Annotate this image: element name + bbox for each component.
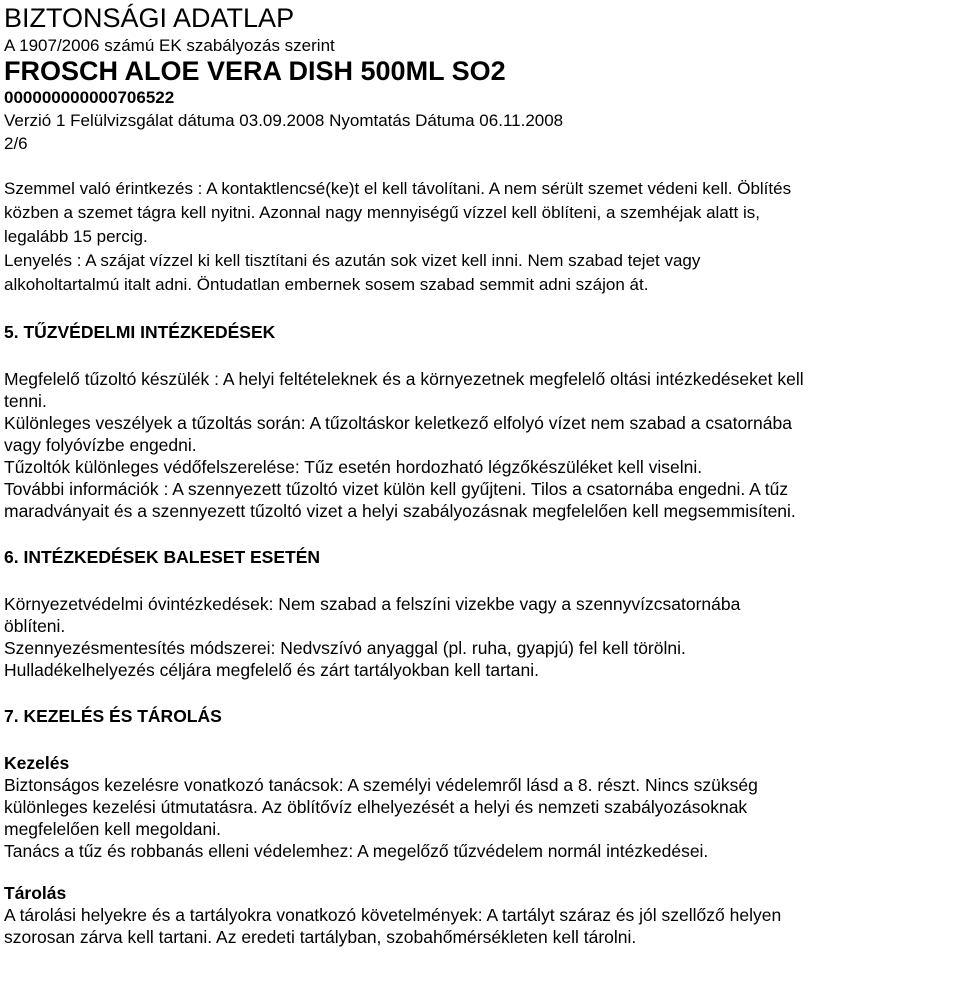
eye-contact-line-1: Szemmel való érintkezés : A kontaktlencsé(ke)t el kell távolítani. A nem sérült szemet védeni kell. Öblítés	[4, 179, 792, 198]
handling-line-3: megfelelően kell megoldani.	[4, 819, 221, 839]
section-7	[4, 705, 954, 948]
eye-contact-line-3: legalább 15 percig.	[4, 227, 148, 246]
section-5-line-4: vagy folyóvízbe engedni.	[4, 435, 197, 455]
storage-line-1: A tárolási helyekre és a tartályokra vonatkozó követelmények: A tartályt száraz és jól szellőző helyen	[4, 905, 782, 925]
section-5-title: 5. TŰZVÉDELMI INTÉZKEDÉSEK	[4, 322, 276, 342]
handling-title: Kezelés	[4, 753, 70, 773]
ingestion-line-1: Lenyelés : A szájat vízzel ki kell tisztítani és azután sok vizet kell inni. Nem szabad tejet vagy	[4, 251, 701, 270]
section-6-line-3: Szennyezésmentesítés módszerei: Nedvszívó anyaggal (pl. ruha, gyapjú) fel kell törölni.	[4, 638, 686, 658]
section-6-line-2: öblíteni.	[4, 616, 66, 636]
section-5-line-3: Különleges veszélyek a tűzoltás során: A tűzoltáskor keletkező elfolyó vízet nem szabad a csatornába	[4, 413, 792, 433]
page-number: 2/6	[4, 134, 28, 153]
storage-line-2: szorosan zárva kell tartani. Az eredeti tartályban, szobahőmérsékleten kell tárolni.	[4, 927, 637, 947]
section-6	[4, 546, 954, 681]
handling-line-1: Biztonságos kezelésre vonatkozó tanácsok: A személyi védelemről lásd a 8. részt. Nincs szükség	[4, 775, 758, 795]
first-aid-block	[4, 177, 954, 297]
version-line: Verzió 1 Felülvizsgálat dátuma 03.09.2008 Nyomtatás Dátuma 06.11.2008	[4, 111, 564, 130]
document-header	[4, 1, 954, 155]
section-6-line-4: Hulladékelhelyezés céljára megfelelő és zárt tartályokban kell tartani.	[4, 660, 539, 680]
regulation-line: A 1907/2006 számú EK szabályozás szerint	[4, 36, 335, 55]
product-name: FROSCH ALOE VERA DISH 500ML SO2	[4, 56, 506, 86]
section-5-line-5: Tűzoltók különleges védőfelszerelése: Tűz esetén hordozható légzőkészüléket kell viselni.	[4, 457, 703, 477]
section-5	[4, 321, 954, 522]
document-title: BIZTONSÁGI ADATLAP	[4, 3, 295, 33]
handling-line-4: Tanács a tűz és robbanás elleni védelemhez: A megelőző tűzvédelem normál intézkedései.	[4, 841, 709, 861]
storage-title: Tárolás	[4, 883, 67, 903]
eye-contact-line-2: közben a szemet tágra kell nyitni. Azonnal nagy mennyiségű vízzel kell öblíteni, a szemhéjak alatt is,	[4, 203, 760, 222]
handling-line-2: különleges kezelési útmutatásra. Az öblítővíz elhelyezését a helyi és nemzeti szabályozásoknak	[4, 797, 748, 817]
section-5-line-6: További információk : A szennyezett tűzoltó vizet külön kell gyűjteni. Tilos a csatornába engedni. A tűz	[4, 479, 789, 499]
section-7-title: 7. KEZELÉS ÉS TÁROLÁS	[4, 706, 222, 726]
section-5-line-7: maradványait és a szennyezett tűzoltó vizet a helyi szabályozásnak megfelelően kell megsemmisíteni.	[4, 501, 796, 521]
document-page	[4, 0, 954, 948]
section-5-line-2: tenni.	[4, 391, 47, 411]
ingestion-line-2: alkoholtartalmú italt adni. Öntudatlan embernek sosem szabad semmit adni szájon át.	[4, 275, 649, 294]
section-6-line-1: Környezetvédelmi óvintézkedések: Nem szabad a felszíni vizekbe vagy a szennyvízcsatornába	[4, 594, 741, 614]
product-code: 000000000000706522	[4, 88, 175, 107]
section-6-title: 6. INTÉZKEDÉSEK BALESET ESETÉN	[4, 547, 321, 567]
section-5-line-1: Megfelelő tűzoltó készülék : A helyi feltételeknek és a környezetnek megfelelő oltási intézkedéseket kell	[4, 369, 804, 389]
